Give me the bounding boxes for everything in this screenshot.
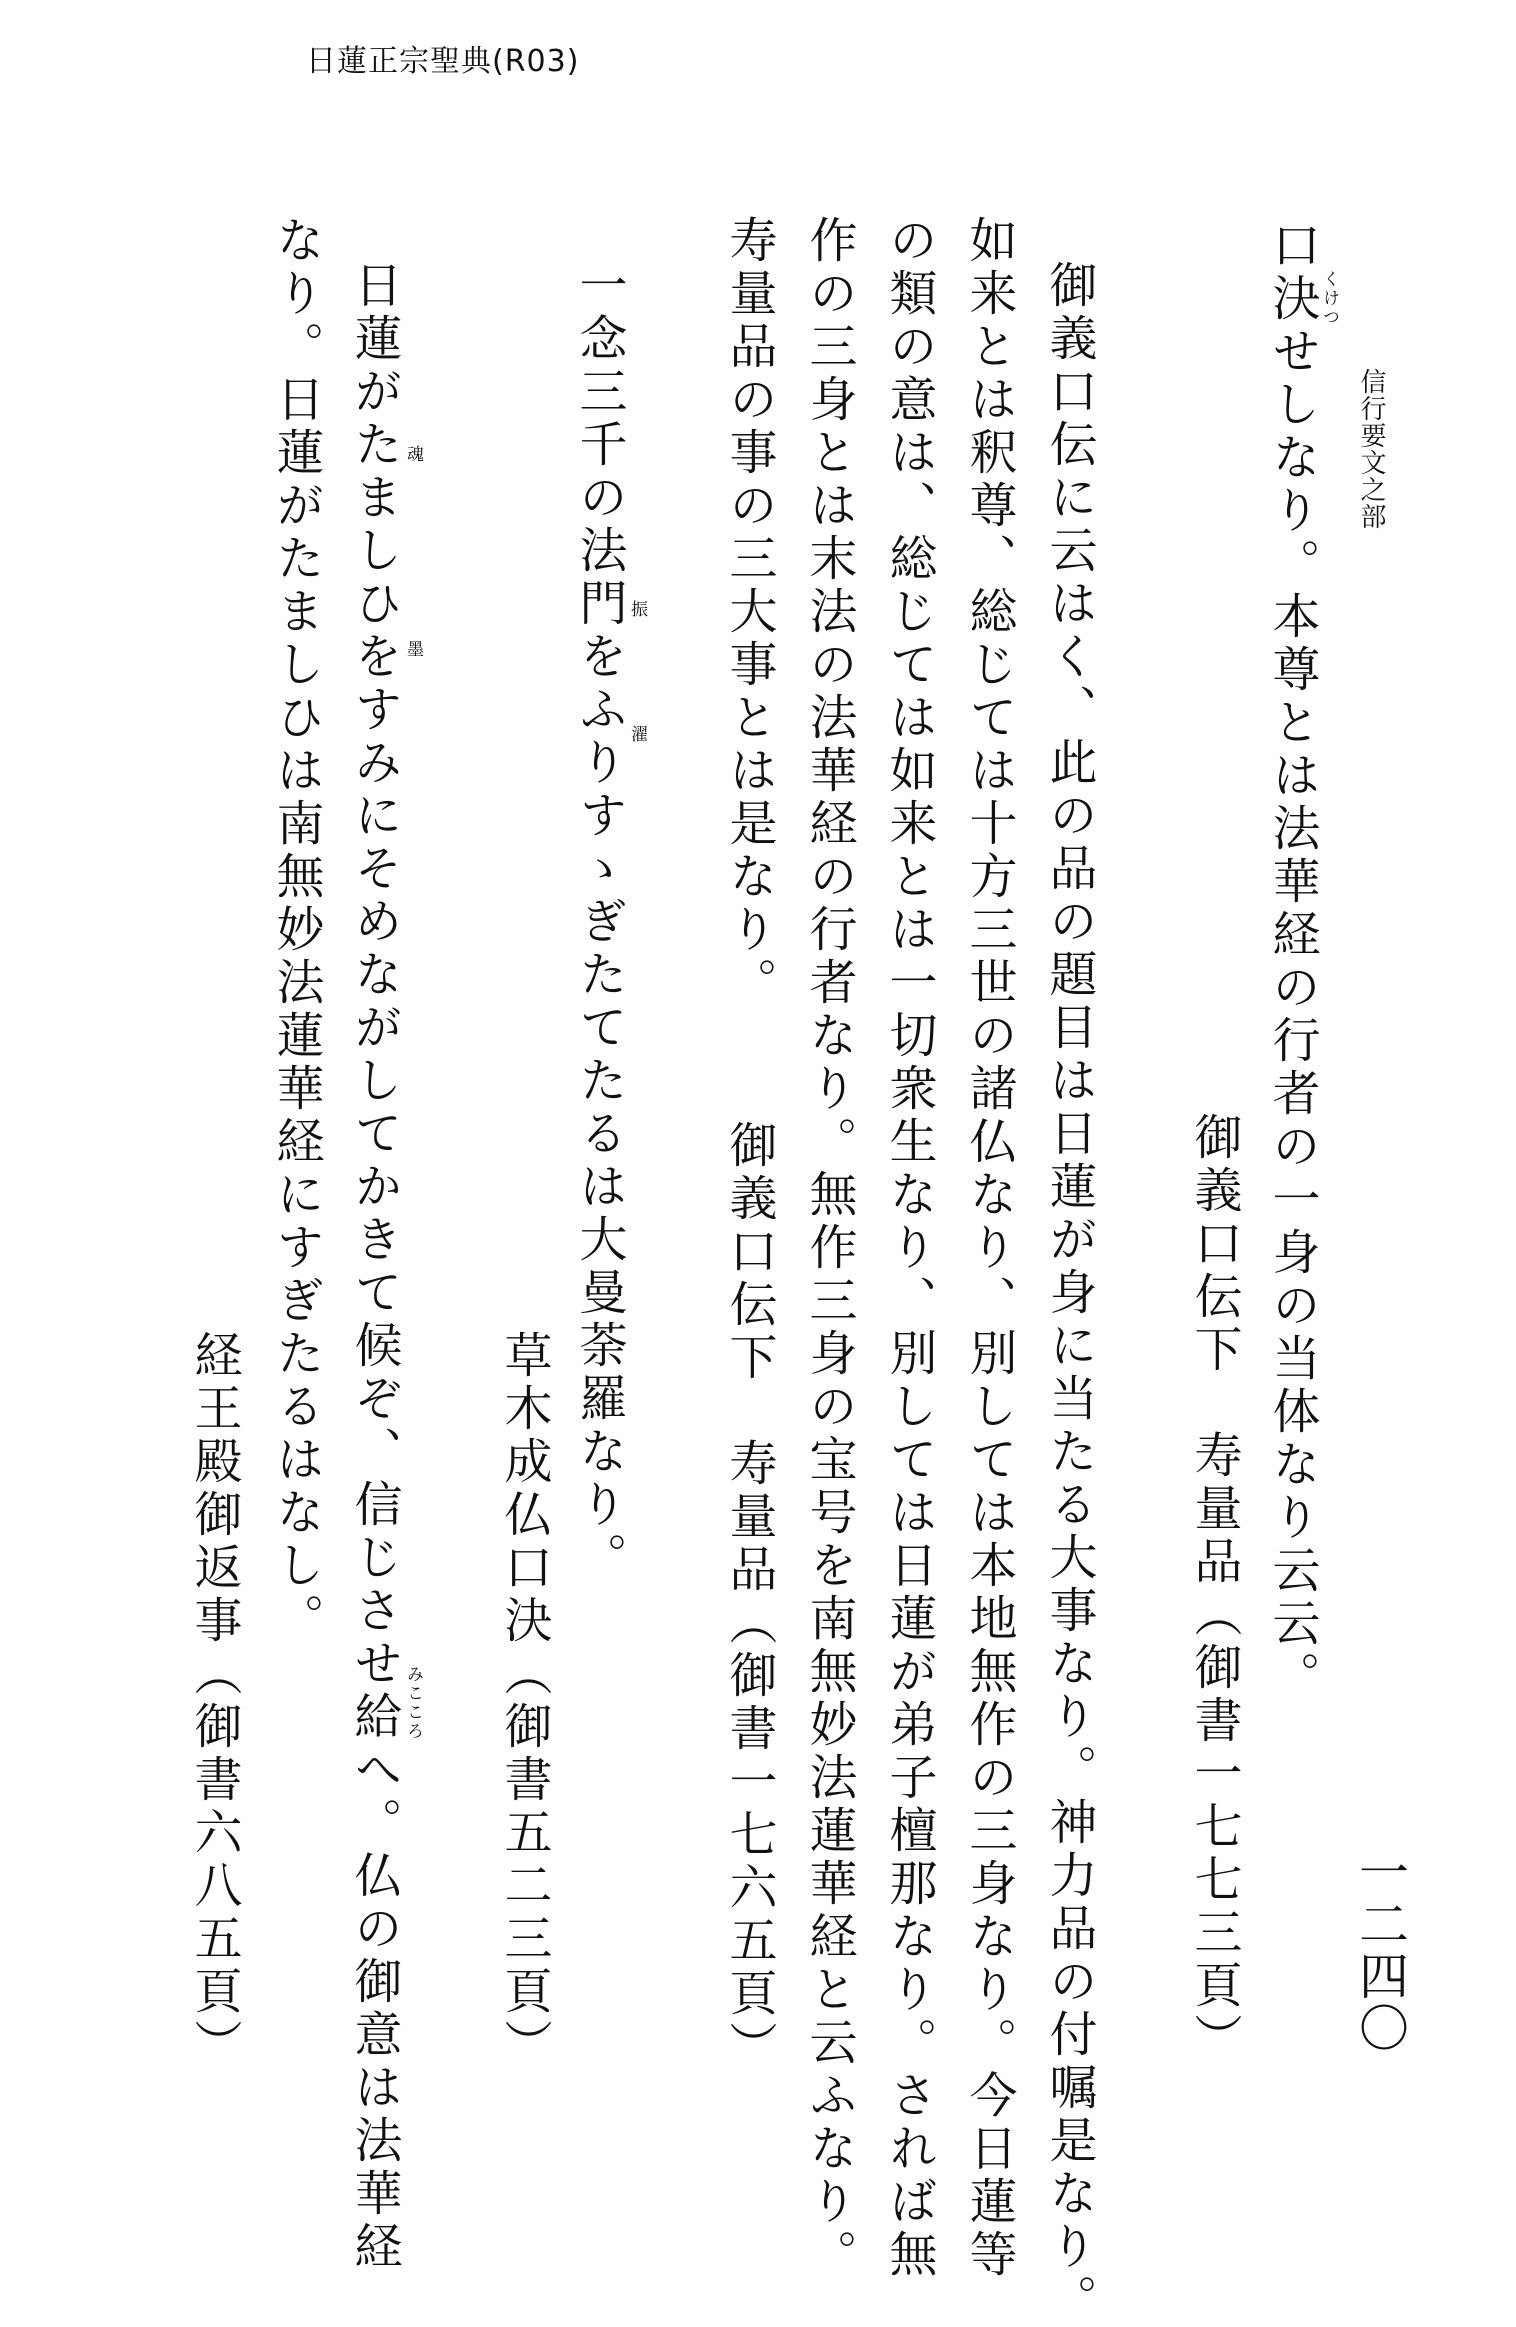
text-column-7: 一念三千の法門をふりすゝぎたてたるは大曼荼羅なり。 bbox=[571, 260, 627, 1585]
text-column-3: 如来とは釈尊、総じては十方三世の諸仏なり、別しては本地無作の三身なり。今日蓮等 bbox=[961, 215, 1017, 2282]
ruby-tamashii: 魂 bbox=[403, 445, 423, 464]
text-column-8: 日蓮がたましひをすみにそめながしてかきて候ぞ、信じさせ給へ。仏の御意は法華経 bbox=[346, 260, 402, 2274]
document-title: 日蓮正宗聖典(R03) bbox=[306, 44, 580, 79]
text-column-1: 口決せしなり。本尊とは法華経の行者の一身の当体なり云云。 bbox=[1264, 220, 1320, 1704]
text-column-5: 作の三身とは末法の法華経の行者なり。無作三身の宝号を南無妙法蓮華経と云ふなり。 bbox=[801, 215, 857, 2282]
ruby-mikokoro: みこころ bbox=[403, 1665, 423, 1741]
text-column-6: 寿量品の事の三大事とは是なり。 bbox=[721, 215, 777, 1010]
page-number: 一二四〇 bbox=[1351, 1846, 1409, 2054]
ruby-kuketsu: くけつ bbox=[1319, 270, 1339, 327]
citation-2: 御義口伝下 寿量品（御書一七六五頁） bbox=[721, 1120, 777, 2074]
citation-4: 経王殿御返事（御書六八五頁） bbox=[186, 1330, 242, 2072]
section-title: 信行要文之部 bbox=[1356, 368, 1386, 530]
citation-3: 草木成仏口決（御書五二三頁） bbox=[496, 1330, 552, 2072]
ruby-susugi: 濯 bbox=[627, 725, 647, 744]
text-column-4: の類の意は、総じては如来とは一切衆生なり、別しては日蓮が弟子檀那なり。されば無 bbox=[881, 215, 937, 2282]
text-column-9: なり。日蓮がたましひは南無妙法蓮華経にすぎたるはなし。 bbox=[268, 215, 324, 1646]
ruby-furi: 振 bbox=[627, 600, 647, 619]
ruby-sumi: 墨 bbox=[403, 640, 423, 659]
text-column-2: 御義口伝に云はく、此の品の題目は日蓮が身に当たる大事なり。神力品の付嘱是なり。 bbox=[1041, 260, 1097, 2327]
citation-1: 御義口伝下 寿量品（御書一七七三頁） bbox=[1186, 1112, 1242, 2066]
